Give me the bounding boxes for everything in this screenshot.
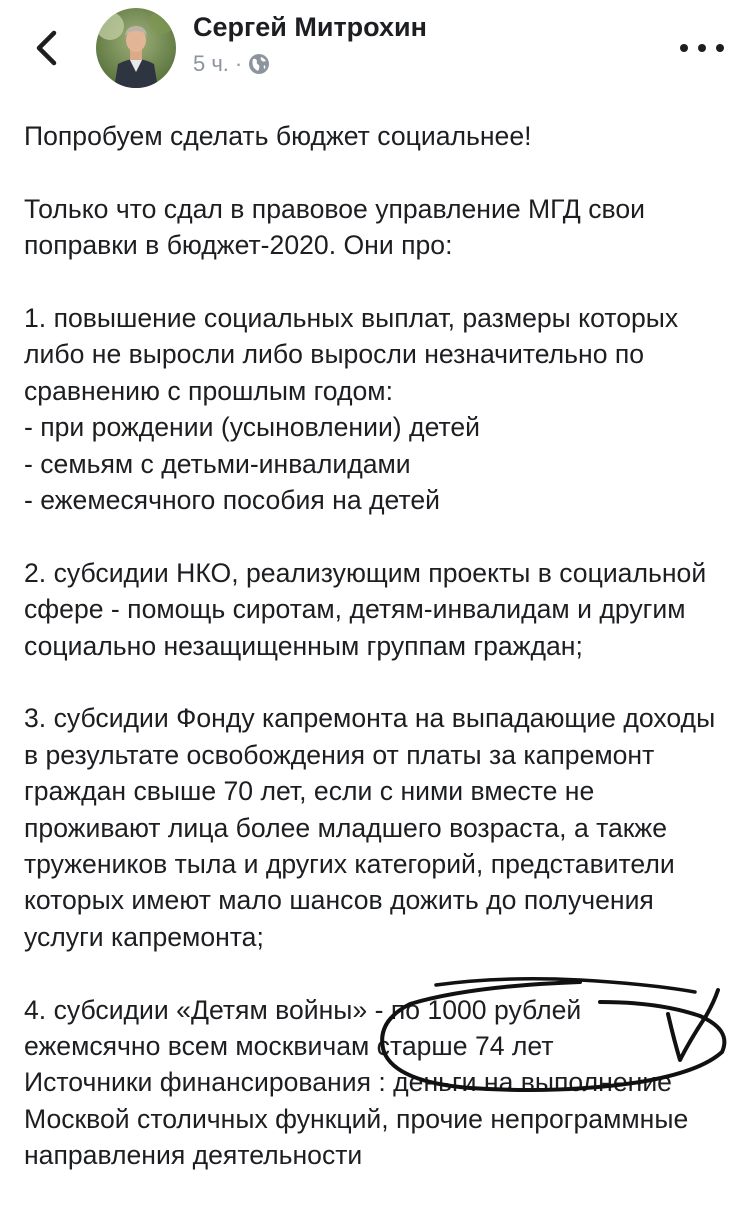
- chevron-left-icon: [34, 30, 58, 66]
- timestamp[interactable]: 5 ч.: [193, 51, 229, 76]
- meta-separator: ·: [234, 51, 243, 76]
- back-button[interactable]: [26, 24, 66, 72]
- post-paragraph: 1. повышение социальных выплат, размеры которых либо не выросли либо выросли незначительно по сравнению с прошлым годом: - при рождении (усыновлении) детей - семьям с детьми-инвалидами - ежемесячного пособия на детей: [24, 303, 679, 516]
- post-paragraph: Попробуем сделать бюджет социальнее!: [24, 121, 532, 151]
- post-header: [0, 0, 750, 100]
- post-paragraph: 3. субсидии Фонду капремонта на выпадающие доходы в результате освобождения от платы за капремонт граждан свыше 70 лет, если с ними вместе не проживают лица более младшего возраста, а также тружеников тыла и других категорий, представители которых имеют мало шансов дожить до получения услуги капремонта;: [24, 703, 716, 952]
- globe-icon: [248, 53, 270, 75]
- post-paragraph: 4. субсидии «Детям войны» - по 1000 рублей ежемсячно всем москвичам старше 74 лет Источники финансирования : деньги на выполнение Москвой столичных функций, прочие непрограммные направления деятельности: [24, 994, 689, 1171]
- post-paragraph: Только что сдал в правовое управление МГД свои поправки в бюджет-2020. Они про:: [24, 193, 645, 261]
- post-body: [24, 118, 724, 1210]
- avatar[interactable]: [96, 8, 176, 88]
- author-name[interactable]: Сергей Митрохин: [193, 12, 427, 42]
- more-dots-icon: [680, 44, 688, 52]
- post-paragraph: 2. субсидии НКО, реализующим проекты в социальной сфере - помощь сиротам, детям-инвалидам и другим социально незащищенным группам граждан;: [24, 557, 707, 661]
- post-meta: [193, 50, 270, 78]
- more-options-button[interactable]: [680, 34, 724, 62]
